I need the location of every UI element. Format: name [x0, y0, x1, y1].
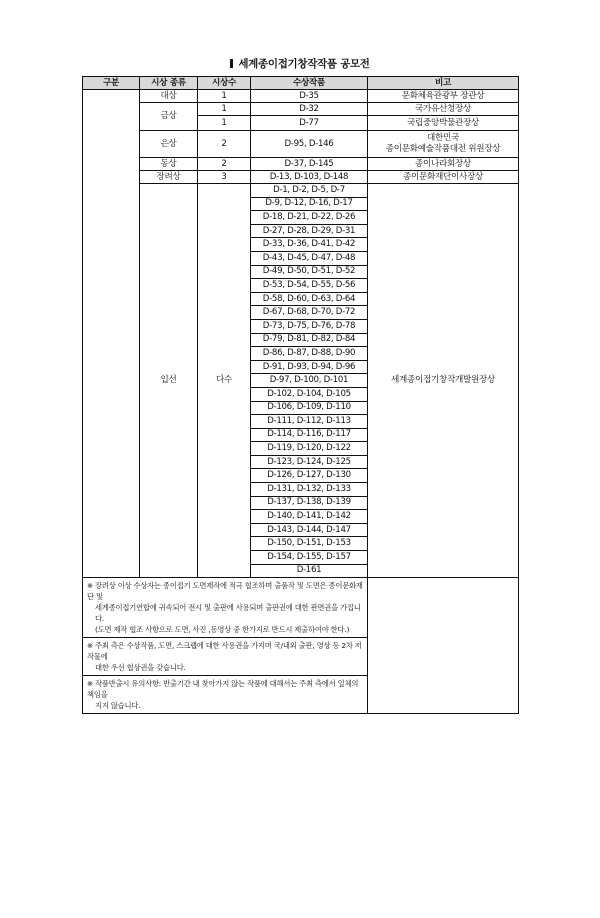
title-bullet-icon: [230, 59, 233, 68]
award-remark: 종이문화재단이사장상: [368, 171, 519, 184]
award-works: D-111, D-112, D-113: [251, 415, 368, 429]
header-award-count: 시상수: [198, 77, 251, 90]
award-type: 은상: [140, 131, 198, 158]
table-row: [83, 103, 519, 116]
award-count: 다수: [198, 184, 251, 578]
award-works: D-123, D-124, D-125: [251, 455, 368, 469]
table-row: [83, 158, 519, 171]
award-works: D-1, D-2, D-5, D-7: [251, 184, 368, 198]
award-works: D-154, D-155, D-157: [251, 551, 368, 565]
award-works: D-13, D-103, D-148: [251, 171, 368, 184]
award-type: 금상: [140, 103, 198, 131]
header-category: 구분: [83, 77, 140, 90]
table-row: [83, 131, 519, 158]
note-line: 지지 않습니다.: [95, 701, 141, 711]
award-works: D-33, D-36, D-41, D-42: [251, 238, 368, 252]
note-line: ※ 장려상 이상 수상자는 종이접기 도면제작에 적극 협조하며 출품작 및 도면은 종이문화재단 및: [87, 581, 363, 602]
award-count: 1: [198, 116, 251, 131]
award-works: D-58, D-60, D-63, D-64: [251, 292, 368, 306]
award-works: D-150, D-151, D-153: [251, 537, 368, 551]
award-works: D-102, D-104, D-105: [251, 387, 368, 401]
note-row: [83, 676, 519, 714]
award-works: D-77: [251, 116, 368, 131]
category-cell: [83, 90, 140, 578]
award-remark: 종이나라회장상: [368, 158, 519, 171]
note-row: [83, 638, 519, 676]
title-text: 세계종이접기창작작품 공모전: [238, 58, 370, 70]
award-count: 2: [198, 131, 251, 158]
award-remark: 국가유산청장상: [368, 103, 519, 116]
award-works: D-86, D-87, D-88, D-90: [251, 347, 368, 361]
award-type: 대상: [140, 90, 198, 103]
table-row: [83, 90, 519, 103]
award-works: D-43, D-45, D-47, D-48: [251, 251, 368, 265]
table-header-row: [83, 77, 519, 90]
header-winning-works: 수상작품: [251, 77, 368, 90]
award-remark: 국립중앙박물관장상: [368, 116, 519, 131]
note-cell: [83, 638, 368, 676]
award-works: D-161: [251, 564, 368, 578]
award-works: D-137, D-138, D-139: [251, 496, 368, 510]
remark-line: 대한민국: [426, 133, 459, 143]
award-remark: 문화체육관광부 장관상: [368, 90, 519, 103]
award-count: 3: [198, 171, 251, 184]
award-works: D-53, D-54, D-55, D-56: [251, 279, 368, 293]
award-type: 입선: [140, 184, 198, 578]
award-remark: [368, 131, 519, 158]
award-works: D-140, D-141, D-142: [251, 510, 368, 524]
note-line: ※ 작품반출시 유의사항: 반출기간 내 찾아가지 않는 작품에 대해서는 주최 측에서 일체의 책임을: [87, 679, 359, 700]
award-works: D-143, D-144, D-147: [251, 523, 368, 537]
award-works: D-9, D-12, D-16, D-17: [251, 197, 368, 211]
note-line: 세계종이접기연합에 귀속되어 전시 및 출판에 사용되며 출판권에 대한 판면권을 가집니다.: [95, 603, 361, 624]
award-works: D-37, D-145: [251, 158, 368, 171]
table-row: [83, 184, 519, 198]
award-works: D-119, D-120, D-122: [251, 442, 368, 456]
note-cell: [83, 578, 368, 638]
remark-line: 종이문화예술작품대전 위원장상: [385, 144, 501, 154]
note-line: (도면 제작 협조 사항으로 도면, 사진 ,동영상 중 한가지로 반드시 제출하여야 한다.): [95, 625, 350, 635]
award-works: D-49, D-50, D-51, D-52: [251, 265, 368, 279]
table-row: [83, 171, 519, 184]
awards-table: [82, 76, 519, 714]
award-works: D-97, D-100, D-101: [251, 374, 368, 388]
award-works: D-114, D-116, D-117: [251, 428, 368, 442]
note-row: [83, 578, 519, 638]
header-award-type: 시상 종류: [140, 77, 198, 90]
award-count: 2: [198, 158, 251, 171]
header-remarks: 비고: [368, 77, 519, 90]
award-works: D-79, D-81, D-82, D-84: [251, 333, 368, 347]
award-works: D-67, D-68, D-70, D-72: [251, 306, 368, 320]
award-works: D-95, D-146: [251, 131, 368, 158]
award-type: 동상: [140, 158, 198, 171]
award-works: D-131, D-132, D-133: [251, 483, 368, 497]
award-works: D-27, D-28, D-29, D-31: [251, 224, 368, 238]
award-remark: 세계종이접기창작개발원장상: [368, 184, 519, 578]
page-title: [0, 56, 600, 71]
note-cell: [83, 676, 368, 714]
award-works: D-106, D-109, D-110: [251, 401, 368, 415]
note-line: 대한 우선 협상권을 갖습니다.: [95, 663, 186, 673]
award-count: 1: [198, 90, 251, 103]
award-works: D-32: [251, 103, 368, 116]
award-works: D-18, D-21, D-22, D-26: [251, 211, 368, 225]
award-type: 장려상: [140, 171, 198, 184]
note-line: ※ 주최 측은 수상작품, 도면, 스크랩에 대한 사용권을 가지며 국/내외 출판, 영상 등 2차 저작물에: [87, 641, 362, 662]
award-works: D-91, D-93, D-94, D-96: [251, 360, 368, 374]
award-works: D-35: [251, 90, 368, 103]
award-count: 1: [198, 103, 251, 116]
award-works: D-126, D-127, D-130: [251, 469, 368, 483]
award-works: D-73, D-75, D-76, D-78: [251, 319, 368, 333]
